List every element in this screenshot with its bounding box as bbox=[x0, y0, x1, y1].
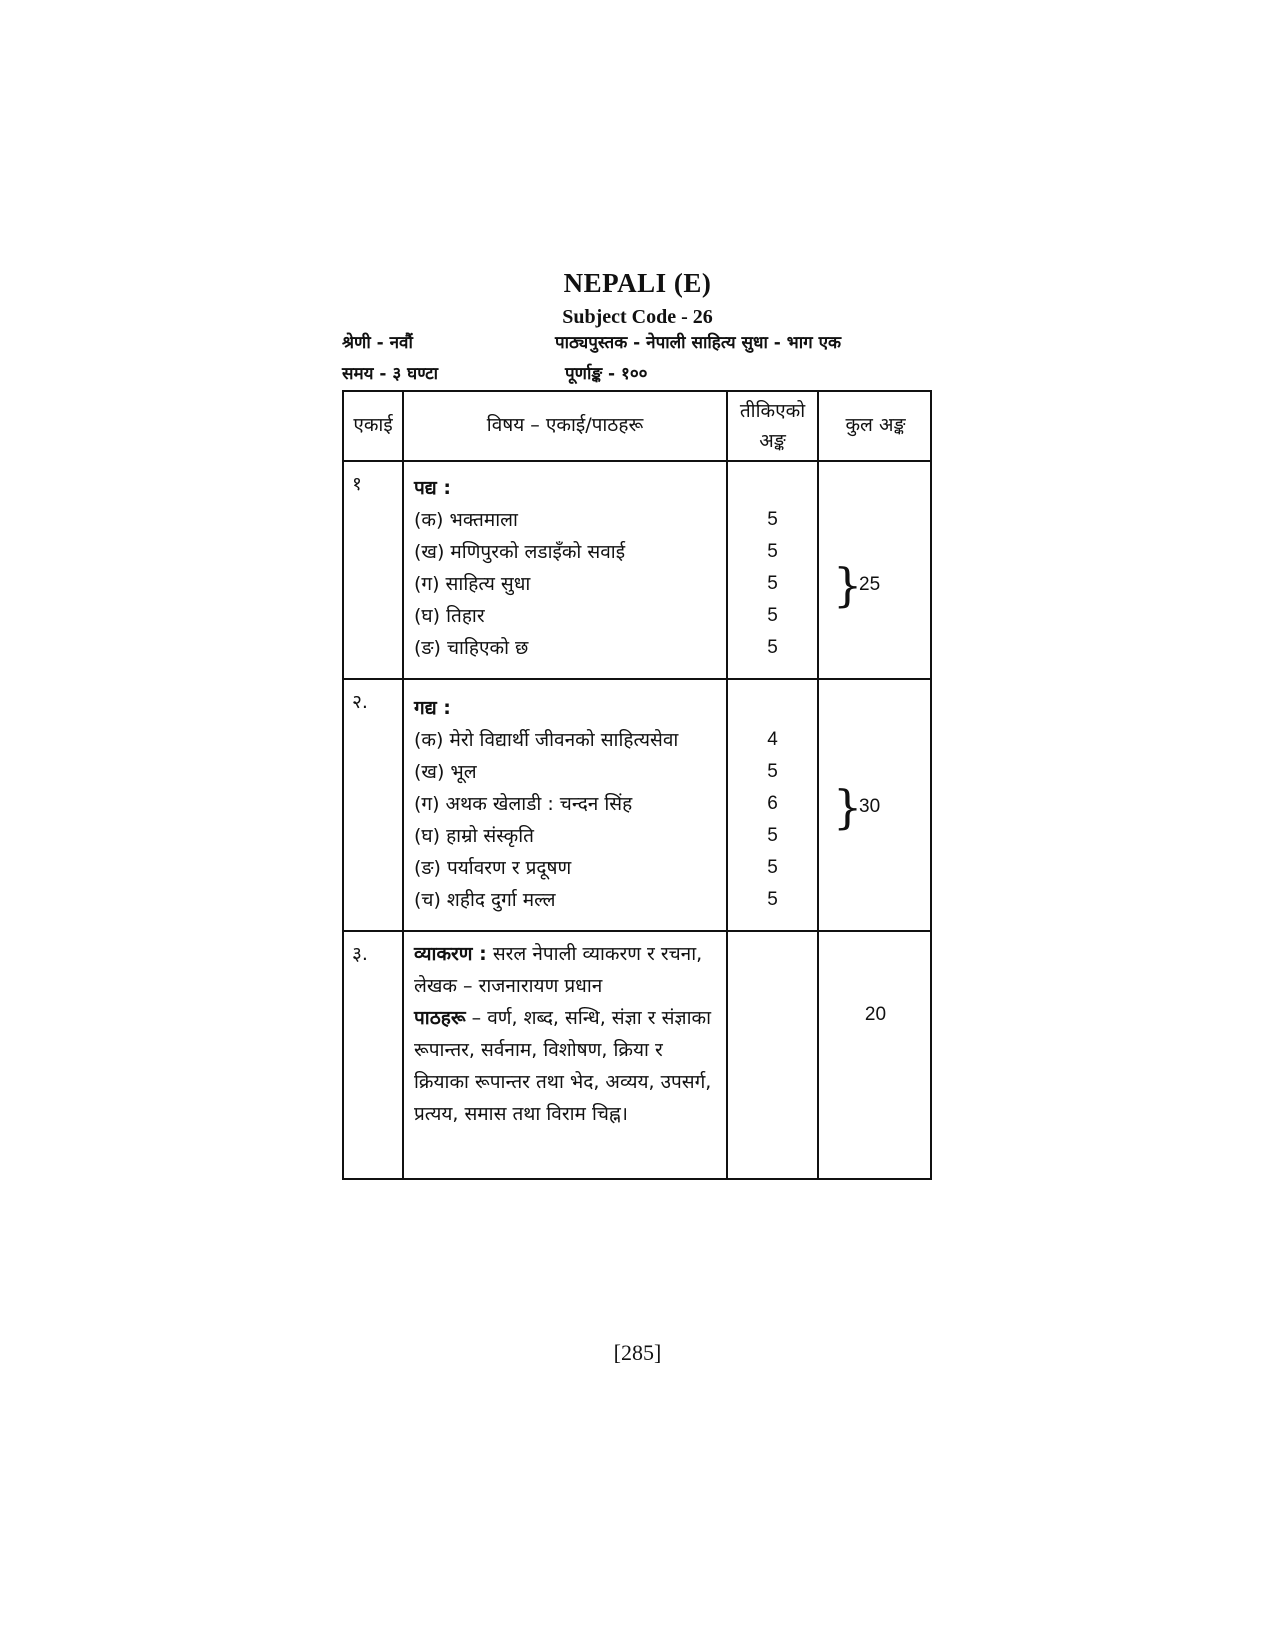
lesson-item: (ग) साहित्य सुधा bbox=[414, 573, 531, 595]
unit-marks-list bbox=[728, 504, 817, 664]
lesson-item: (ङ) पर्यावरण र प्रदूषण bbox=[414, 857, 572, 879]
unit-heading: पद्य : bbox=[414, 477, 451, 499]
lesson-marks: 5 bbox=[767, 761, 778, 782]
page-number: [285] bbox=[613, 1340, 662, 1365]
row-divider bbox=[344, 930, 930, 932]
column-header-total-marks: कुल अङ्क bbox=[845, 414, 906, 436]
unit-heading: व्याकरण : bbox=[414, 943, 487, 965]
subject-code: Subject Code - 26 bbox=[562, 306, 713, 328]
lesson-item: (क) भक्तमाला bbox=[414, 509, 518, 531]
grammar-book-text: सरल नेपाली व्याकरण र रचना, लेखक – राजनारायण प्रधान bbox=[414, 943, 703, 997]
grammar-unit-text bbox=[414, 938, 720, 1130]
lesson-item: (क) मेरो विद्यार्थी जीवनको साहित्यसेवा bbox=[414, 729, 679, 751]
row-divider bbox=[344, 678, 930, 680]
lesson-item: (च) शहीद दुर्गा मल्ल bbox=[414, 889, 556, 911]
unit-heading: गद्य : bbox=[414, 697, 451, 719]
lesson-marks: 4 bbox=[767, 729, 778, 750]
lesson-item: (ख) भूल bbox=[414, 761, 477, 783]
lesson-item: (घ) तिहार bbox=[414, 605, 485, 627]
lessons-heading: पाठहरू bbox=[414, 1007, 466, 1029]
row-divider bbox=[344, 460, 930, 462]
column-header-marks-line2: अङ्क bbox=[759, 430, 786, 452]
unit-marks-list bbox=[728, 724, 817, 916]
unit-topic-list bbox=[414, 472, 724, 664]
lesson-marks: 5 bbox=[767, 857, 778, 878]
lesson-item: (ङ) चाहिएको छ bbox=[414, 637, 529, 659]
column-divider bbox=[817, 392, 819, 1178]
lesson-marks: 5 bbox=[767, 825, 778, 846]
lesson-marks: 5 bbox=[767, 541, 778, 562]
unit-topic-list bbox=[414, 692, 724, 916]
lesson-marks: 6 bbox=[767, 793, 778, 814]
lesson-item: (ग) अथक खेलाडी : चन्दन सिंह bbox=[414, 793, 633, 815]
column-header-unit: एकाई bbox=[353, 414, 393, 436]
column-divider bbox=[402, 392, 404, 1178]
unit-number: १ bbox=[352, 473, 362, 495]
unit-number: २. bbox=[352, 691, 368, 713]
column-header-allotted-marks bbox=[728, 396, 817, 456]
brace-icon: } bbox=[833, 558, 863, 612]
unit-total-value: 30 bbox=[859, 796, 881, 817]
lesson-marks: 5 bbox=[767, 637, 778, 658]
lesson-marks: 5 bbox=[767, 509, 778, 530]
grammar-lessons-text: – वर्ण, शब्द, सन्धि, संज्ञा र संज्ञाका रूपान्तर, सर्वनाम, विशोषण, क्रिया र क्रियाका रूपान्तर तथा भेद, अव्यय, उपसर्ग, प्रत्यय, समास तथा विराम चिह्न। bbox=[414, 1007, 712, 1125]
unit-number: ३. bbox=[352, 943, 368, 965]
syllabus-table bbox=[342, 390, 932, 1180]
unit-total-value: 25 bbox=[859, 574, 881, 595]
column-header-topic: विषय – एकाई/पाठहरू bbox=[486, 414, 644, 436]
lesson-marks: 5 bbox=[767, 573, 778, 594]
full-marks-label: पूर्णाङ्क - १०० bbox=[565, 364, 648, 384]
document-title: NEPALI (E) bbox=[563, 268, 712, 298]
unit-total-value: 20 bbox=[864, 1004, 887, 1025]
time-label: समय - ३ घण्टा bbox=[342, 364, 439, 384]
brace-icon: } bbox=[833, 780, 863, 834]
lesson-item: (घ) हाम्रो संस्कृति bbox=[414, 825, 535, 847]
lesson-marks: 5 bbox=[767, 605, 778, 626]
textbook-label: पाठ्यपुस्तक - नेपाली साहित्य सुधा - भाग एक bbox=[555, 333, 842, 353]
class-label: श्रेणी - नवौं bbox=[342, 333, 413, 353]
lesson-item: (ख) मणिपुरको लडाइँको सवाई bbox=[414, 541, 626, 563]
lesson-marks: 5 bbox=[767, 889, 778, 910]
column-header-marks-line1: तीकिएको bbox=[739, 400, 806, 422]
